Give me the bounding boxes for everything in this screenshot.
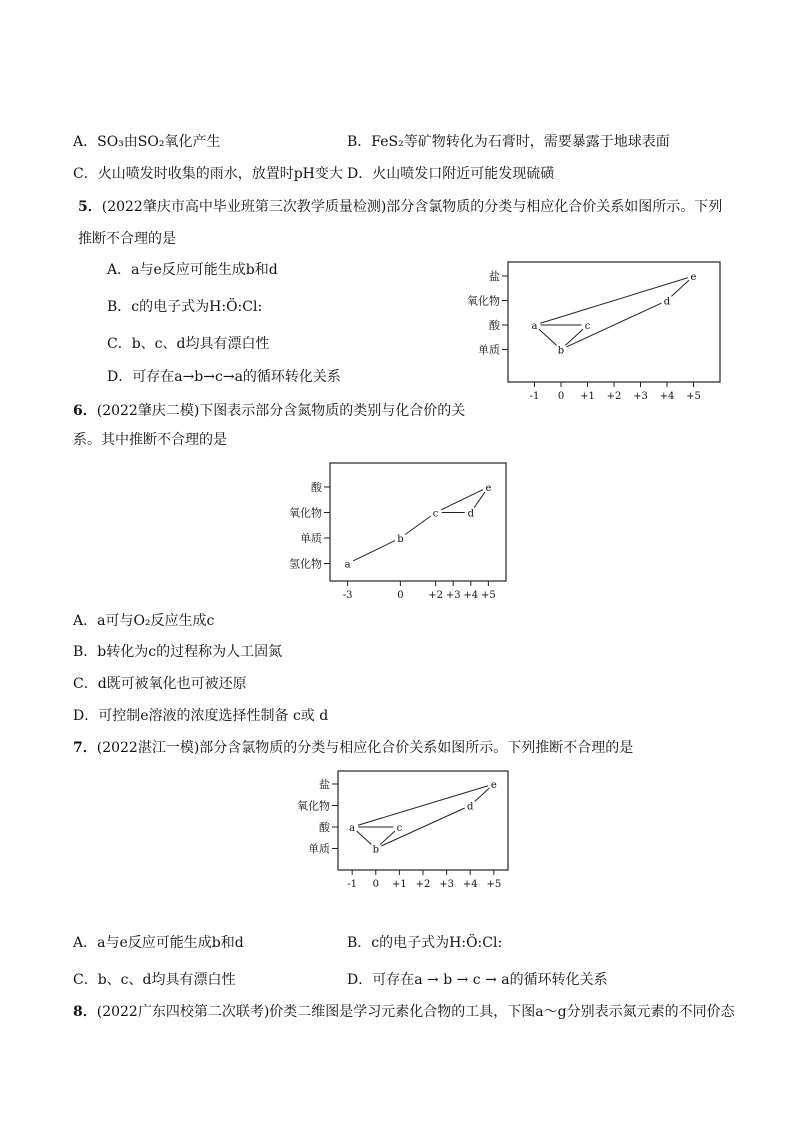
q6-stem-text: (2022肇庆二模)下图表示部分含氮物质的类别与化合价的关	[96, 403, 466, 419]
q5-option-a: A．a与e反应可能生成b和d	[107, 262, 278, 278]
q7-option-a: A．a与e反应可能生成b和d	[73, 935, 244, 951]
q7-number: 7．	[73, 740, 97, 756]
y-category-label: 单质	[300, 532, 322, 545]
edge-b-c	[405, 516, 430, 534]
chart-frame	[508, 262, 720, 382]
q6-option-d: D．可控制e溶液的浓度选择性制备 c或 d	[73, 708, 329, 724]
q8-stem-text: (2022广东四校第二次联考)价类二维图是学习元素化合物的工具，下图a～g分别表示氮元素的不同价态	[96, 1004, 735, 1020]
q7-option-b	[347, 934, 502, 952]
y-category-label: 盐	[489, 270, 500, 283]
q6-option-a: A．a可与O₂反应生成c	[73, 613, 215, 629]
q4-option-c: C．火山喷发时收集的雨水，放置时pH变大	[73, 166, 343, 182]
edge-b-c	[380, 831, 395, 844]
edge-c-e	[441, 490, 483, 510]
q5-electron-formula: H:Ö:Cl:	[209, 299, 263, 315]
point-a: a	[349, 823, 356, 834]
q6-stem-line2: 系。其中推断不合理的是	[73, 432, 227, 448]
chlorine-chart-q5	[468, 258, 728, 408]
point-b: b	[372, 844, 379, 856]
q5-number: 5．	[78, 199, 102, 215]
x-tick-label: +1	[392, 879, 407, 890]
y-category-label: 酸	[311, 481, 322, 494]
x-tick-label: +2	[415, 879, 431, 890]
point-c: c	[432, 508, 439, 520]
q6-option-b: B．b转化为c的过程称为人工固氮	[73, 644, 283, 660]
edge-a-b	[357, 831, 372, 844]
point-d: d	[467, 801, 474, 813]
x-tick-label: +3	[445, 590, 461, 601]
point-d: d	[663, 296, 671, 308]
point-e: e	[690, 272, 697, 283]
y-category-label: 酸	[489, 319, 500, 332]
q5-stem-line2: 推断不合理的是	[78, 231, 176, 247]
edge-d-e	[474, 492, 485, 508]
edge-d-e	[475, 788, 490, 801]
point-c: c	[584, 321, 591, 332]
edge-d-e	[671, 280, 689, 296]
q5-option-b	[107, 298, 262, 316]
x-tick-label: 0	[397, 590, 404, 601]
point-b: b	[557, 345, 565, 357]
x-tick-label: +3	[633, 391, 648, 402]
q8-stem	[73, 1003, 735, 1021]
edge-a-b	[353, 541, 395, 561]
x-tick-label: +4	[463, 590, 479, 601]
q5-option-b-prefix: B．c的电子式为	[107, 299, 210, 315]
y-category-label: 氢化物	[289, 557, 322, 571]
x-tick-label: +4	[462, 879, 478, 890]
x-tick-label: 0	[557, 391, 565, 402]
chart-frame	[338, 771, 508, 870]
point-c: c	[396, 823, 403, 834]
q7-stem-text: (2022湛江一模)部分含氯物质的分类与相应化合价关系如图所示。下列推断不合理的是	[96, 740, 634, 756]
edge-a-b	[539, 329, 557, 345]
x-tick-label: -1	[529, 391, 540, 402]
q7-option-c: C．b、c、d均具有漂白性	[73, 972, 236, 988]
q6-number: 6．	[73, 403, 97, 419]
y-category-label: 氧化物	[289, 506, 322, 520]
q5-stem-text: (2022肇庆市高中毕业班第三次教学质量检测)部分含氯物质的分类与相应化合价关系如图所示。下列	[101, 199, 723, 215]
q4-option-b: B．FeS₂等矿物转化为石膏时，需要暴露于地球表面	[347, 134, 670, 150]
q6-option-c: C．d既可被氧化也可被还原	[73, 676, 247, 692]
q4-option-d: D．火山喷发口附近可能发现硫磺	[347, 166, 555, 182]
x-tick-label: +5	[486, 879, 502, 890]
y-category-label: 单质	[308, 842, 330, 856]
chlorine-chart-q7	[282, 768, 522, 893]
q8-number: 8．	[73, 1004, 97, 1020]
x-tick-label: +4	[659, 391, 675, 402]
nitrogen-chart-q6	[282, 460, 512, 600]
q7-option-b-prefix: B．c的电子式为	[347, 935, 450, 951]
x-tick-label: +5	[686, 391, 701, 402]
x-tick-label: +1	[580, 391, 595, 402]
point-a: a	[344, 559, 351, 571]
y-category-label: 单质	[478, 343, 500, 357]
q7-stem	[73, 739, 633, 757]
x-tick-label: +5	[481, 590, 496, 601]
chart-frame	[330, 463, 506, 581]
x-tick-label: +2	[606, 391, 622, 402]
x-tick-label: -3	[342, 590, 353, 601]
point-e: e	[485, 483, 492, 494]
q5-stem-line1	[78, 198, 722, 216]
q7-electron-formula: H:Ö:Cl:	[449, 935, 503, 951]
point-b: b	[397, 534, 404, 545]
x-tick-label: +3	[439, 879, 454, 890]
q5-option-d: D．可存在a→b→c→a的循环转化关系	[107, 369, 341, 385]
x-tick-label: +2	[428, 590, 443, 601]
point-a: a	[531, 321, 538, 332]
point-e: e	[490, 780, 497, 791]
x-tick-label: 0	[372, 879, 379, 890]
q7-option-d: D．可存在a → b → c → a的循环转化关系	[347, 972, 608, 988]
y-category-label: 氧化物	[297, 799, 330, 813]
y-category-label: 酸	[319, 821, 330, 834]
point-d: d	[467, 508, 475, 520]
q5-option-c: C．b、c、d均具有漂白性	[107, 336, 270, 352]
y-category-label: 氧化物	[467, 294, 500, 308]
x-tick-label: -1	[347, 879, 358, 890]
edge-b-d	[381, 808, 465, 846]
y-category-label: 盐	[319, 778, 330, 791]
q4-option-a: A．SO₃由SO₂氧化产生	[73, 134, 221, 150]
q6-stem-line1	[73, 402, 465, 420]
